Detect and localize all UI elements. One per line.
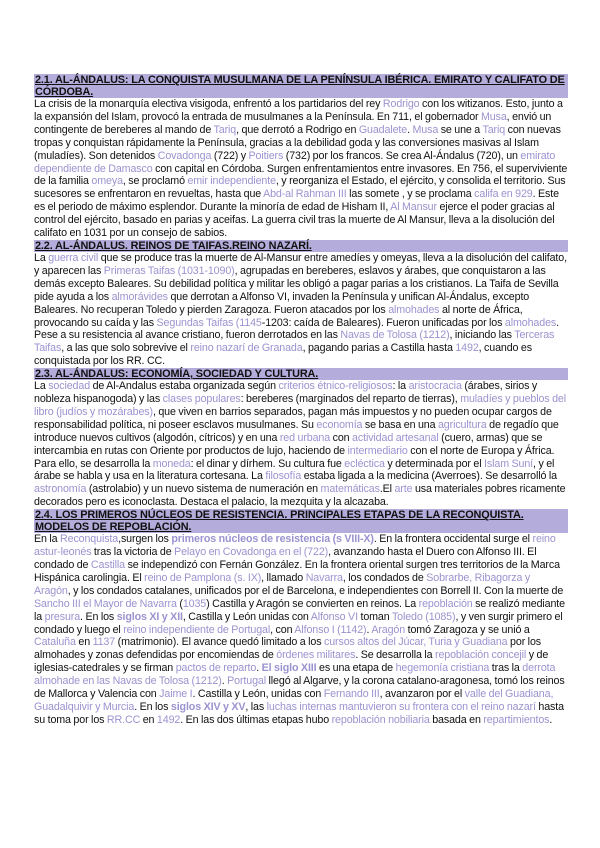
highlighted-term: Musa bbox=[481, 110, 507, 123]
text-run: en bbox=[140, 713, 157, 726]
text-run: . Se desarrolla la bbox=[355, 649, 436, 662]
highlighted-term: Pelayo en Covadonga en el (722) bbox=[174, 546, 329, 559]
highlighted-term: Sancho III el Mayor de Navarra bbox=[34, 597, 177, 610]
highlighted-term: Poitiers bbox=[248, 149, 284, 162]
text-run: . bbox=[366, 623, 372, 636]
text-run: con capital en Córdoba. Surgen enfrentamientos entre invasores. En 756, el superviviente de la familia bbox=[34, 162, 568, 188]
section-al-andalus-conquista bbox=[34, 74, 568, 240]
text-run: (cuero, armas) que se intercambia en rutas con Oriente por productos de lujo, haciendo de bbox=[34, 431, 543, 457]
highlighted-term: moneda bbox=[152, 457, 191, 470]
text-run: ,surgen los bbox=[118, 533, 172, 546]
text-run: . Pese a su resistencia al avance cristiano, fueron derrotados en las bbox=[34, 316, 559, 342]
text-run: La bbox=[34, 380, 49, 393]
text-run: se independizó con Fernán González. En la frontera oriental surgen tres territorios de la Marca Hispánica carolingia. El bbox=[34, 559, 560, 584]
text-run: (árabes, sirios y nobleza hispanogoda) y las bbox=[34, 380, 538, 406]
highlighted-term: guerra civil bbox=[48, 251, 99, 264]
highlighted-term: reino independiente de Portugal bbox=[123, 623, 271, 636]
highlighted-term: Alfonso VI bbox=[310, 610, 358, 623]
highlighted-term: primeros núcleos de resistencia (s VIII-X) bbox=[171, 533, 374, 546]
text-run: . En las dos últimas etapas hubo bbox=[180, 713, 332, 726]
highlighted-term: RR.CC bbox=[106, 713, 141, 726]
text-run: , y los condados catalanes, unificados por el de Barcelona, e independientes con Borrell II. Con la muerte de bbox=[67, 584, 564, 597]
text-run: es una etapa de bbox=[316, 662, 396, 675]
highlighted-term: Fernando III bbox=[323, 688, 380, 701]
highlighted-term: Al Mansur bbox=[390, 201, 437, 214]
highlighted-term: red urbana bbox=[279, 431, 331, 444]
text-run: , pagando parias a Castilla hasta bbox=[302, 342, 456, 355]
text-run: se une a bbox=[438, 123, 483, 136]
highlighted-term: clases populares bbox=[162, 393, 241, 406]
highlighted-term: Guadalete bbox=[358, 123, 408, 136]
section-heading: 2.1. AL-ÁNDALUS: LA CONQUISTA MUSULMANA DE LA PENÍNSULA IBÉRICA. EMIRATO Y CALIFATO DE CÓRDOBA. bbox=[34, 74, 568, 98]
highlighted-term: almorávides bbox=[111, 290, 168, 303]
text-run: usa materiales pobres ricamente decorados pero es iconoclasta. Destaca el palacio, la mezquita y la alcazaba. bbox=[34, 483, 566, 509]
document-page bbox=[34, 74, 568, 727]
text-run: ( bbox=[176, 597, 183, 610]
text-run: de Al-Andalus estaba organizada según bbox=[90, 380, 279, 393]
text-run: . bbox=[221, 675, 228, 688]
highlighted-term: Abd-al Rahman III bbox=[263, 188, 347, 201]
highlighted-term: órdenes militares bbox=[276, 649, 356, 662]
text-run: hasta su toma por los bbox=[34, 700, 564, 726]
highlighted-term: Primeras Taifas (1031-1090) bbox=[103, 264, 235, 277]
highlighted-term: reino astur-leonés bbox=[34, 533, 556, 559]
text-run: y determinada por el bbox=[384, 457, 485, 470]
highlighted-term: omeya bbox=[91, 175, 123, 188]
text-run: , agrupadas en bereberes, eslavos y árabes, que conquistaron a las demás excepto Baleares. Su debilidad política y militar les obligó a pagar parias a los cristianos. La Taifa de Sevilla pide ayuda a los bbox=[34, 264, 559, 303]
text-run: (matrimonio). El avance quedó limitado a los bbox=[115, 636, 324, 649]
text-run: . bbox=[256, 662, 262, 675]
highlighted-term: Sobrarbe, Ribagorza y Aragón bbox=[34, 571, 531, 597]
text-run: , que viven en barrios separados, pagan más impuestos y no pueden ocupar cargos de responsabilidad política, ni poseer esclavos musulmanes. Su bbox=[34, 405, 552, 431]
highlighted-term: Rodrigo bbox=[382, 98, 420, 110]
highlighted-term: Tariq bbox=[482, 123, 506, 136]
highlighted-term: cursos altos del Júcar, Turia y Guadiana bbox=[324, 636, 508, 649]
text-run: . En la frontera occidental surge el bbox=[373, 533, 533, 546]
highlighted-term: Cataluña bbox=[34, 636, 76, 649]
text-run: con los witizanos. Esto, junto a la expansión del Islam, provocó la entrada de musulmanes a la Península. En 711, el gobernador bbox=[34, 98, 563, 123]
text-run: , los condados de bbox=[342, 571, 427, 584]
highlighted-term: emirato dependiente de Damasco bbox=[34, 149, 556, 175]
highlighted-term: 1137 bbox=[92, 636, 116, 649]
highlighted-term: reino nazarí de Granada bbox=[190, 342, 303, 355]
text-run: (732) por los francos. Se crea Al-Ándalus (720), un bbox=[283, 149, 521, 162]
highlighted-term: filosofía bbox=[265, 470, 302, 483]
highlighted-term: derrota almohade en las Navas de Tolosa (1212) bbox=[34, 662, 556, 688]
text-run: , y el árabe se habla y usa en la literatura cortesana. La bbox=[34, 457, 555, 483]
section-body bbox=[34, 98, 568, 240]
highlighted-term: agricultura bbox=[437, 418, 487, 431]
text-run: . bbox=[407, 123, 413, 136]
text-run: . En los bbox=[134, 700, 171, 713]
section-reinos-taifas bbox=[34, 240, 568, 368]
text-run: ejerce el poder gracias al control del ejército, basado en parias y aceifas. La guerra civil tras la muerte de Al Mansur, lleva a la disolución del califato en 1031 por un consejo de sabios. bbox=[34, 201, 555, 240]
text-run: , avanzando hasta el Duero con Alfonso III. El condado de bbox=[34, 546, 537, 571]
text-run: , que derrotó a Rodrigo en bbox=[236, 123, 359, 136]
section-body bbox=[34, 380, 568, 509]
text-run: -1203: caída de Baleares). Fueron unificadas por los bbox=[261, 316, 505, 329]
highlighted-term: Terceras Taifas bbox=[34, 329, 555, 355]
highlighted-term: almohades bbox=[388, 303, 440, 316]
highlighted-term: 1492 bbox=[156, 713, 181, 726]
text-run: al norte de África, provocando su caída y las bbox=[34, 303, 523, 329]
highlighted-term: pactos de reparto bbox=[175, 662, 257, 675]
text-run: de regadío que introduce nuevos cultivos (algodón, cítricos) y en una bbox=[34, 418, 559, 444]
highlighted-term: presura bbox=[44, 610, 81, 623]
text-run: . Este es el periodo de máximo esplendor. Durante la minoría de edad de Hisham II, bbox=[34, 188, 559, 214]
highlighted-term: almohades bbox=[504, 316, 557, 329]
highlighted-term: aristocracia bbox=[408, 380, 462, 393]
highlighted-term: El siglo XIII bbox=[261, 662, 317, 675]
highlighted-term: astronomía bbox=[34, 483, 87, 496]
highlighted-term: intermediario bbox=[347, 444, 408, 457]
text-run: con el norte de Europa y África. Para ello, se desarrolla la bbox=[34, 444, 555, 470]
highlighted-term: Covadonga bbox=[157, 149, 212, 162]
highlighted-term: califa en 929 bbox=[474, 188, 533, 201]
section-body bbox=[34, 252, 568, 368]
highlighted-term: emir independiente bbox=[187, 175, 276, 188]
text-run: ) Castilla y Aragón se convierten en reinos. La bbox=[206, 597, 419, 610]
highlighted-term: repartimientos bbox=[483, 713, 550, 726]
highlighted-term: Reconquista bbox=[60, 533, 119, 546]
highlighted-term: 1035 bbox=[182, 597, 207, 610]
section-body bbox=[34, 533, 568, 727]
text-run: , se proclamó bbox=[122, 175, 188, 188]
text-run: La crisis de la monarquía electiva visigoda, enfrentó a los partidarios del rey bbox=[34, 98, 383, 110]
text-run: En la bbox=[34, 533, 61, 546]
section-heading: 2.3. AL-ÁNDALUS: ECONOMÍA, SOCIEDAD Y CULTURA. bbox=[34, 368, 568, 380]
highlighted-term: sociedad bbox=[48, 380, 91, 393]
text-run: tras la bbox=[489, 662, 523, 675]
highlighted-term: Musa bbox=[412, 123, 439, 136]
highlighted-term: hegemonía cristiana bbox=[395, 662, 490, 675]
highlighted-term: luchas internas mantuvieron su frontera con el reino nazarí bbox=[266, 700, 536, 713]
highlighted-term: valle del Guadiana, Guadalquivir y Murcia bbox=[34, 688, 554, 713]
text-run: : bereberes (marginados del reparto de tierras), bbox=[240, 393, 461, 406]
text-run: , avanzaron por el bbox=[379, 688, 465, 701]
text-run: y de iglesias-catedrales y se firman bbox=[34, 649, 549, 675]
text-run: . Castilla y León, unidas con bbox=[192, 688, 324, 701]
section-heading: 2.4. LOS PRIMEROS NÚCLEOS DE RESISTENCIA. PRINCIPALES ETAPAS DE LA RECONQUISTA. MODELOS DE REPOBLACIÓN. bbox=[34, 509, 568, 533]
text-run: que derrotan a Alfonso VI, invaden la Península y unifican Al-Ándalus, excepto Baleares. No recuperan Toledo y pierden Zaragoza. Fueron atacados por los bbox=[34, 290, 530, 316]
text-run: se realizó mediante la bbox=[34, 597, 565, 623]
highlighted-term: siglos XI y XII bbox=[116, 610, 183, 623]
text-run: tras la victoria de bbox=[91, 546, 175, 559]
text-run: estaba ligada a la medicina (Averroes). Se desarrolló la bbox=[301, 470, 557, 483]
text-run: se basa en una bbox=[362, 418, 438, 431]
highlighted-term: 1492 bbox=[455, 342, 479, 355]
section-heading: 2.2. AL-ÁNDALUS. REINOS DE TAIFAS.REINO NAZARÍ. bbox=[34, 240, 568, 252]
highlighted-term: ecléctica bbox=[344, 457, 385, 470]
text-run: , las bbox=[245, 700, 267, 713]
highlighted-term: Aragón bbox=[371, 623, 406, 636]
highlighted-term: Islam Suní bbox=[484, 457, 534, 470]
text-run: La bbox=[34, 251, 49, 264]
text-run: con bbox=[330, 431, 353, 444]
text-run: , Castilla y León unidas con bbox=[182, 610, 311, 623]
text-run: , y ven surgir primero el condado y luego el bbox=[34, 610, 563, 636]
highlighted-term: actividad artesanal bbox=[352, 431, 439, 444]
text-run: , a las que solo sobrevive el bbox=[61, 342, 191, 355]
text-run: . bbox=[549, 713, 553, 726]
text-run: , y reorganiza el Estado, el ejército, y consolida el territorio. Sus sucesores se enfrentaron en revueltas, hasta que bbox=[34, 175, 566, 201]
highlighted-term: economía bbox=[316, 418, 363, 431]
highlighted-term: criterios étnico-religiosos bbox=[278, 380, 393, 393]
text-run: , envió un contingente de bereberes al mando de bbox=[34, 110, 552, 136]
highlighted-term: siglos XIV y XV bbox=[170, 700, 246, 713]
text-run: llegó al Algarve, y la corona catalano-aragonesa, tomó los reinos de Mallorca y Valencia con bbox=[34, 675, 565, 701]
section-economia-sociedad bbox=[34, 368, 568, 509]
text-run: . En los bbox=[80, 610, 117, 623]
text-run: con nuevas tropas y conquistan rápidamente la Península, gracias a la debilidad goda y las conversiones masivas al Islam (muladíes). Son detenidos bbox=[34, 123, 561, 162]
text-run: , iniciando las bbox=[449, 329, 515, 342]
text-run: , cuando es conquistada por los RR. CC. bbox=[34, 342, 532, 368]
highlighted-term: repoblación concejil bbox=[435, 649, 527, 662]
text-run: , llamado bbox=[261, 571, 306, 584]
text-run: toman bbox=[357, 610, 392, 623]
section-reconquista bbox=[34, 509, 568, 727]
highlighted-term: muladíes y pueblos del libro (judíos y mozárabes) bbox=[34, 393, 566, 418]
highlighted-term: Tariq bbox=[213, 123, 237, 136]
highlighted-term: Toledo (1085) bbox=[391, 610, 456, 623]
text-run: .El bbox=[379, 483, 395, 496]
text-run: : el dinar y dírhem. Su cultura fue bbox=[190, 457, 345, 470]
highlighted-term: Alfonso I (1142) bbox=[294, 623, 367, 636]
highlighted-term: reino de Pamplona (s. IX) bbox=[144, 571, 262, 584]
highlighted-term: matemáticas bbox=[320, 483, 380, 496]
text-run: en bbox=[75, 636, 93, 649]
highlighted-term: Segundas Taifas (1145 bbox=[156, 316, 262, 329]
text-run: (722) y bbox=[211, 149, 249, 162]
highlighted-term: Jaime I bbox=[159, 688, 193, 701]
highlighted-term: repoblación nobiliaria bbox=[331, 713, 430, 726]
text-run: tomó Zaragoza y se unió a bbox=[405, 623, 530, 636]
highlighted-term: Navas de Tolosa (1212) bbox=[340, 329, 450, 342]
text-run: , con bbox=[270, 623, 295, 636]
text-run: : la bbox=[392, 380, 409, 393]
highlighted-term: Portugal bbox=[227, 675, 266, 688]
highlighted-term: arte bbox=[394, 483, 413, 496]
text-run: basada en bbox=[429, 713, 484, 726]
highlighted-term: Castilla bbox=[90, 559, 126, 571]
text-run: (astrolabio) y un nuevo sistema de numeración en bbox=[86, 483, 321, 496]
highlighted-term: repoblación bbox=[418, 597, 473, 610]
text-run: que se produce tras la muerte de Al-Mansur entre amedíes y omeyas, lleva a la disolución del califato, y aparecen las bbox=[34, 251, 567, 277]
highlighted-term: Navarra bbox=[305, 571, 343, 584]
text-run: las somete , y se proclama bbox=[346, 188, 475, 201]
text-run: por los almohades y zonas defendidas por encomiendas de bbox=[34, 636, 541, 662]
